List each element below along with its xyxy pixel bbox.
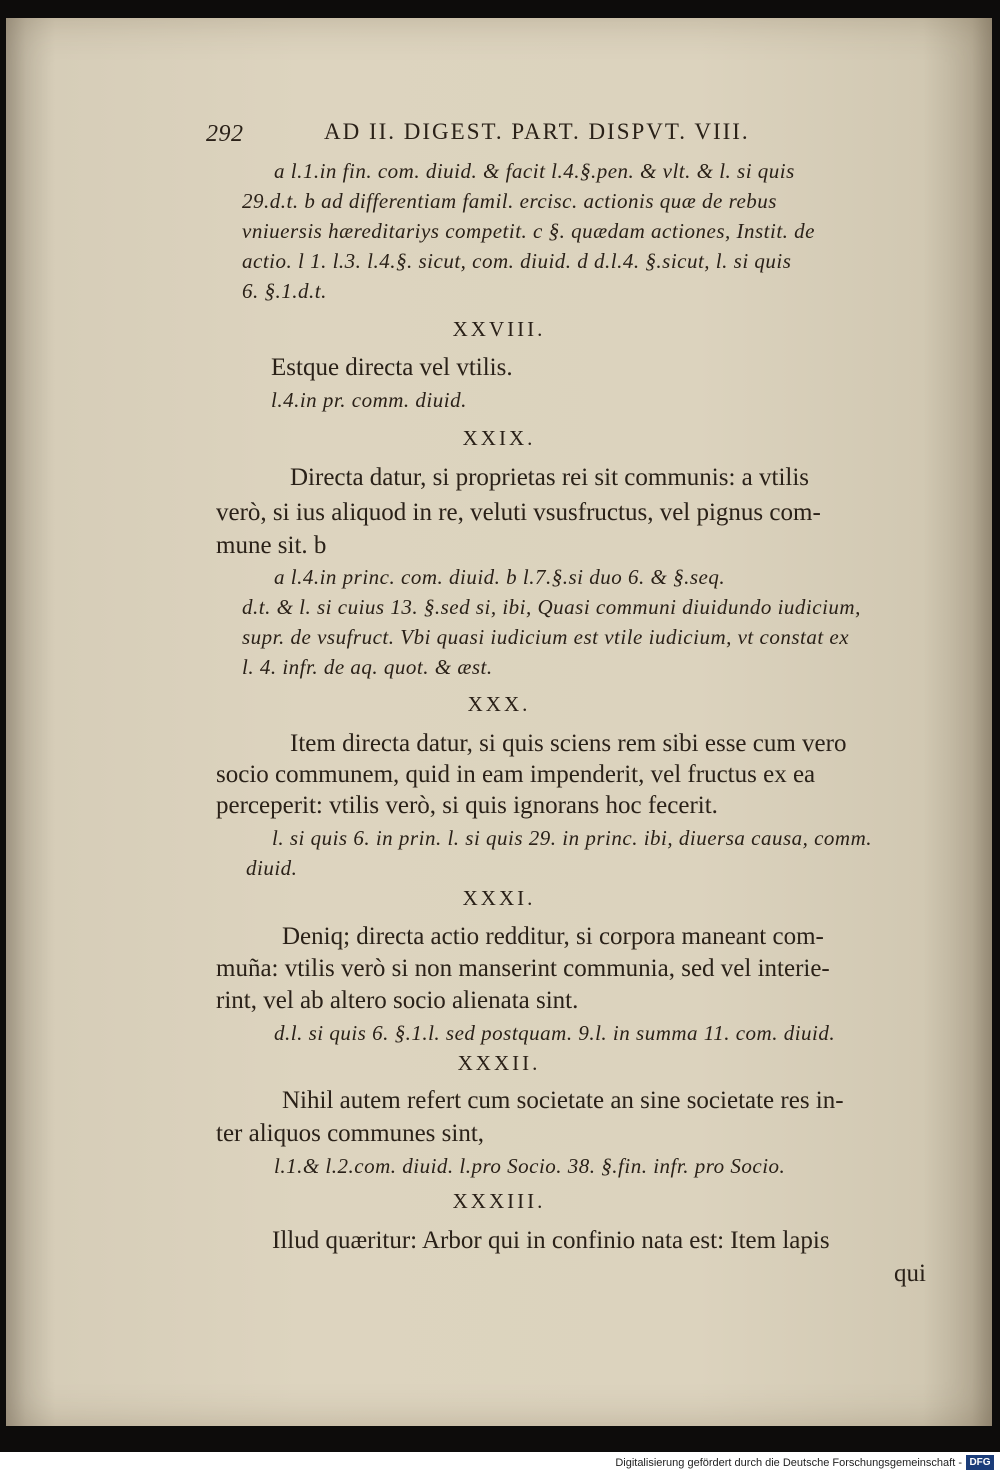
footnote-line: supr. de vsufruct. Vbi quasi iudicium est vtile iudicium, vt constat ex	[242, 625, 850, 649]
footnote-line: a l.4.in princ. com. diuid. b l.7.§.si duo 6. & §.seq.	[274, 565, 726, 589]
body-line: Illud quæritur: Arbor qui in confinio nata est: Item lapis	[272, 1227, 830, 1254]
body-line: Deniq; directa actio redditur, si corpora maneant com-	[282, 923, 824, 950]
footnote-line: l. 4. infr. de aq. quot. & æst.	[242, 655, 493, 679]
body-line: perceperit: vtilis verò, si quis ignorans hoc fecerit.	[216, 792, 718, 819]
footnote-line: 6. §.1.d.t.	[242, 279, 327, 303]
footer-bar	[0, 1452, 1000, 1474]
section-number: XXXIII.	[452, 1189, 546, 1213]
section-number: XXIX.	[462, 426, 536, 450]
section-number: XXVIII.	[452, 317, 546, 341]
citation-line: l.4.in pr. comm. diuid.	[271, 388, 467, 412]
body-line: rint, vel ab altero socio alienata sint.	[216, 987, 579, 1014]
footnote-line: vniuersis hæreditariys competit. c §. quædam actiones, Instit. de	[242, 219, 815, 243]
body-line: socio communem, quid in eam impenderit, vel fructus ex ea	[216, 761, 816, 788]
footnote-line: 29.d.t. b ad differentiam famil. ercisc. actionis quæ de rebus	[242, 189, 777, 213]
citation-line: l.1.& l.2.com. diuid. l.pro Socio. 38. §.fin. infr. pro Socio.	[274, 1154, 786, 1178]
body-line: verò, si ius aliquod in re, veluti vsusfructus, vel pignus com-	[216, 499, 821, 526]
book-page	[6, 18, 992, 1426]
section-number: XXXII.	[457, 1051, 541, 1075]
dfg-logo-icon: DFG	[966, 1455, 994, 1470]
section-number: XXX.	[467, 692, 531, 716]
page-number: 292	[206, 121, 244, 147]
footer-credit: Digitalisierung gefördert durch die Deutsche Forschungsgemeinschaft -	[615, 1457, 962, 1469]
body-line: mune sit. b	[216, 532, 327, 559]
citation-line: l. si quis 6. in prin. l. si quis 29. in princ. ibi, diuersa causa, comm.	[272, 826, 873, 850]
footnote-line: a l.1.in fin. com. diuid. & facit l.4.§.pen. & vlt. & l. si quis	[274, 159, 795, 183]
section-number: XXXI.	[462, 886, 536, 910]
footnote-line: d.t. & l. si cuius 13. §.sed si, ibi, Quasi communi diuidundo iudicium,	[242, 595, 861, 619]
body-line: Estque directa vel vtilis.	[271, 354, 513, 381]
body-line: Directa datur, si proprietas rei sit communis: a vtilis	[290, 464, 810, 491]
body-line: Item directa datur, si quis sciens rem sibi esse cum vero	[290, 730, 847, 757]
footnote-line: actio. l 1. l.3. l.4.§. sicut, com. diuid. d d.l.4. §.sicut, l. si quis	[242, 249, 792, 273]
catchword: qui	[894, 1260, 926, 1287]
citation-line: diuid.	[246, 856, 298, 880]
body-line: Nihil autem refert cum societate an sine societate res in-	[282, 1087, 844, 1114]
citation-line: d.l. si quis 6. §.1.l. sed postquam. 9.l. in summa 11. com. diuid.	[274, 1021, 836, 1045]
body-line: ter aliquos communes sint,	[216, 1120, 485, 1147]
running-head: AD II. DIGEST. PART. DISPVT. VIII.	[324, 119, 750, 144]
body-line: muña: vtilis verò si non manserint communia, sed vel interie-	[216, 955, 830, 982]
